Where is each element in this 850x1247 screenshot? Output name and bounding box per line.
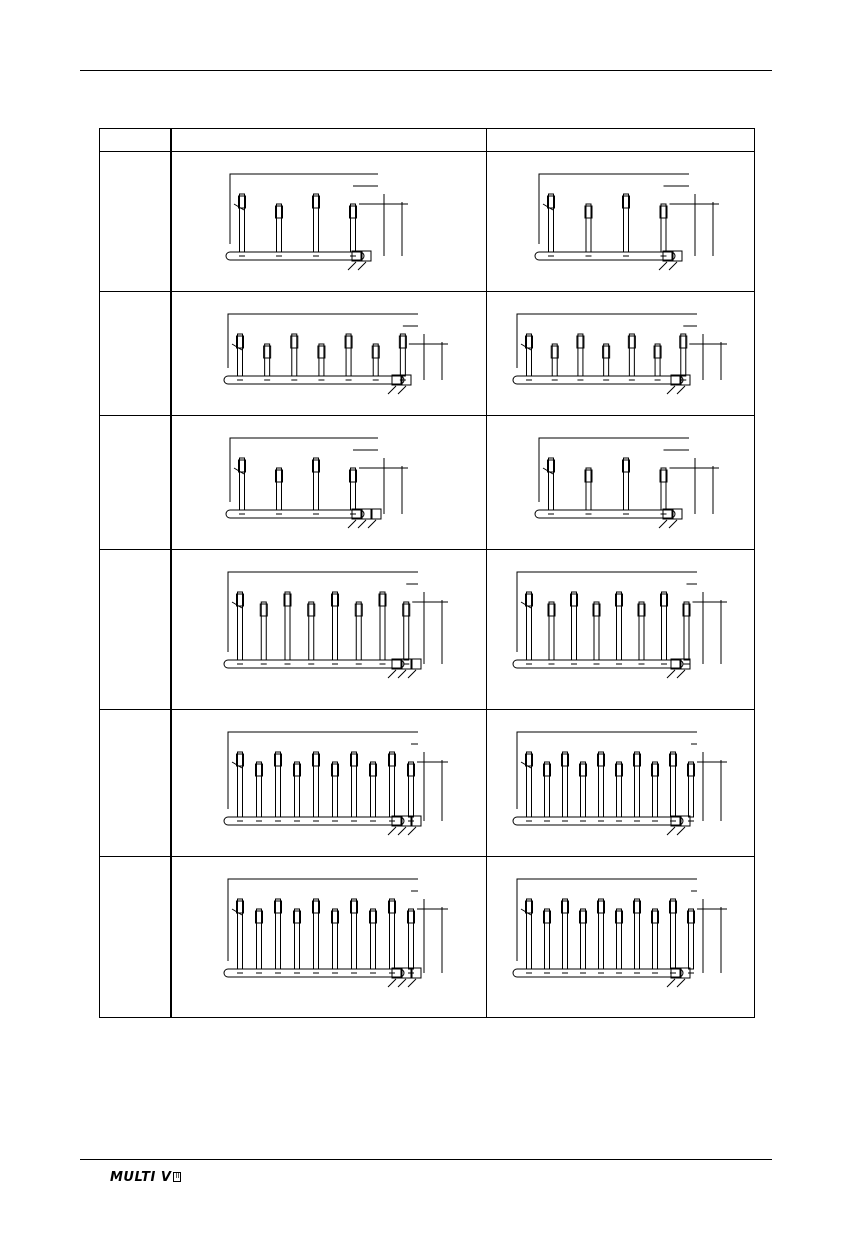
branch-pipe <box>586 204 591 252</box>
branch-pipe <box>549 458 554 510</box>
branch-pipe <box>257 762 262 817</box>
branch-pipe <box>545 909 550 969</box>
branch-pipe <box>351 204 356 252</box>
reducer-fitting <box>362 509 371 519</box>
branch-pipe <box>689 762 694 817</box>
branch-pipe <box>563 752 568 817</box>
leader-line <box>669 262 677 270</box>
branch-pipe <box>285 592 290 660</box>
branch-pipe <box>661 468 666 510</box>
branch-pipe <box>653 762 658 817</box>
branch-pipe <box>527 334 532 376</box>
leader-line <box>358 520 366 528</box>
header-diagram-3-right <box>487 416 755 548</box>
leader-line <box>677 979 685 987</box>
branch-pipe <box>581 762 586 817</box>
header-diagram-2-left <box>172 292 485 414</box>
leader-line <box>408 670 416 678</box>
branch-pipe <box>265 344 270 376</box>
branch-pipe <box>617 909 622 969</box>
branch-pipe <box>409 909 414 969</box>
header-diagram-6-left <box>172 857 485 1017</box>
branch-pipe <box>684 602 689 660</box>
branch-pipe <box>314 194 319 252</box>
branch-pipe <box>333 592 338 660</box>
header-diagram-2-right <box>487 292 755 414</box>
branch-pipe <box>661 204 666 252</box>
branch-pipe <box>599 752 604 817</box>
reducer-fitting <box>673 509 682 519</box>
branch-pipe <box>356 602 361 660</box>
leader-line <box>667 979 675 987</box>
reducer-fitting <box>372 509 381 519</box>
overall-length-line <box>517 572 697 652</box>
branch-pipe <box>400 334 405 376</box>
branch-pipe <box>549 602 554 660</box>
leader-line <box>348 262 356 270</box>
branch-pipe <box>586 468 591 510</box>
leader-line <box>408 979 416 987</box>
branch-pipe <box>371 762 376 817</box>
branch-pipe <box>624 458 629 510</box>
branch-pipe <box>314 899 319 969</box>
leader-line <box>388 979 396 987</box>
header-diagram-6-right <box>487 857 755 1017</box>
branch-pipe <box>639 602 644 660</box>
branch-pipe <box>635 899 640 969</box>
branch-pipe <box>240 458 245 510</box>
branch-pipe <box>671 899 676 969</box>
branch-pipe <box>527 899 532 969</box>
header-diagram-1-right <box>487 152 755 290</box>
branch-pipe <box>240 194 245 252</box>
leader-line <box>398 979 406 987</box>
branch-pipe <box>563 899 568 969</box>
branch-pipe <box>527 752 532 817</box>
branch-pipe <box>295 909 300 969</box>
leader-line <box>677 827 685 835</box>
branch-pipe <box>578 334 583 376</box>
leader-line <box>388 827 396 835</box>
header-rule <box>80 70 772 71</box>
overall-length-line <box>228 314 418 368</box>
branch-pipe <box>295 762 300 817</box>
branch-pipe <box>624 194 629 252</box>
branch-pipe <box>689 909 694 969</box>
header-diagram-3-left <box>172 416 485 548</box>
leader-line <box>659 262 667 270</box>
leader-line <box>348 520 356 528</box>
branch-pipe <box>599 899 604 969</box>
branch-pipe <box>352 752 357 817</box>
leader-line <box>677 386 685 394</box>
branch-pipe <box>261 602 266 660</box>
branch-pipe <box>527 592 532 660</box>
branch-pipe <box>238 752 243 817</box>
leader-line <box>677 670 685 678</box>
branch-pipe <box>314 752 319 817</box>
header-diagram-4-left <box>172 550 485 708</box>
leader-line <box>667 670 675 678</box>
branch-pipe <box>681 334 686 376</box>
branch-pipe <box>662 592 667 660</box>
branch-pipe <box>257 909 262 969</box>
branch-pipe <box>404 602 409 660</box>
leader-line <box>398 386 406 394</box>
branch-pipe <box>617 592 622 660</box>
branch-pipe <box>346 334 351 376</box>
branch-pipe <box>276 899 281 969</box>
branch-pipe <box>653 909 658 969</box>
branch-pipe <box>333 909 338 969</box>
branch-pipe <box>351 468 356 510</box>
reducer-fitting <box>362 251 371 261</box>
footer-rule <box>80 1159 772 1160</box>
branch-pipe <box>581 909 586 969</box>
leader-line <box>398 670 406 678</box>
branch-pipe <box>319 344 324 376</box>
branch-pipe <box>380 592 385 660</box>
branch-pipe <box>238 899 243 969</box>
branch-pipe <box>352 899 357 969</box>
logo-mark: II <box>175 1173 180 1180</box>
branch-pipe <box>552 344 557 376</box>
leader-line <box>669 520 677 528</box>
branch-pipe <box>276 752 281 817</box>
leader-line <box>659 520 667 528</box>
overall-length-line <box>517 314 697 368</box>
branch-pipe <box>549 194 554 252</box>
branch-pipe <box>314 458 319 510</box>
branch-pipe <box>371 909 376 969</box>
branch-pipe <box>655 344 660 376</box>
header-diagram-4-right <box>487 550 755 708</box>
logo-text: MULTI V <box>110 1169 172 1185</box>
branch-pipe <box>390 752 395 817</box>
branch-pipe <box>617 762 622 817</box>
branch-pipe <box>309 602 314 660</box>
branch-pipe <box>238 334 243 376</box>
branch-pipe <box>277 468 282 510</box>
leader-line <box>388 670 396 678</box>
branch-pipe <box>390 899 395 969</box>
branch-pipe <box>594 602 599 660</box>
branch-pipe <box>292 334 297 376</box>
branch-pipe <box>604 344 609 376</box>
branch-pipe <box>545 762 550 817</box>
header-pipe <box>535 510 675 518</box>
overall-length-line <box>228 572 418 652</box>
branch-pipe <box>409 762 414 817</box>
header-diagram-1-left <box>172 152 485 290</box>
leader-line <box>408 827 416 835</box>
header-pipe <box>226 252 364 260</box>
leader-line <box>667 386 675 394</box>
header-pipe <box>535 252 675 260</box>
leader-line <box>368 520 376 528</box>
branch-pipe <box>373 344 378 376</box>
reducer-fitting <box>673 251 682 261</box>
reducer-fitting <box>412 659 421 669</box>
leader-line <box>398 827 406 835</box>
branch-pipe <box>333 762 338 817</box>
branch-pipe <box>238 592 243 660</box>
branch-pipe <box>572 592 577 660</box>
branch-pipe <box>635 752 640 817</box>
branch-pipe <box>671 752 676 817</box>
header-diagram-5-left <box>172 710 485 855</box>
branch-pipe <box>277 204 282 252</box>
leader-line <box>358 262 366 270</box>
header-table <box>99 128 755 1018</box>
leader-line <box>667 827 675 835</box>
header-diagram-5-right <box>487 710 755 855</box>
header-pipe <box>226 510 364 518</box>
branch-pipe <box>629 334 634 376</box>
leader-line <box>388 386 396 394</box>
multi-v-logo <box>110 1169 181 1185</box>
